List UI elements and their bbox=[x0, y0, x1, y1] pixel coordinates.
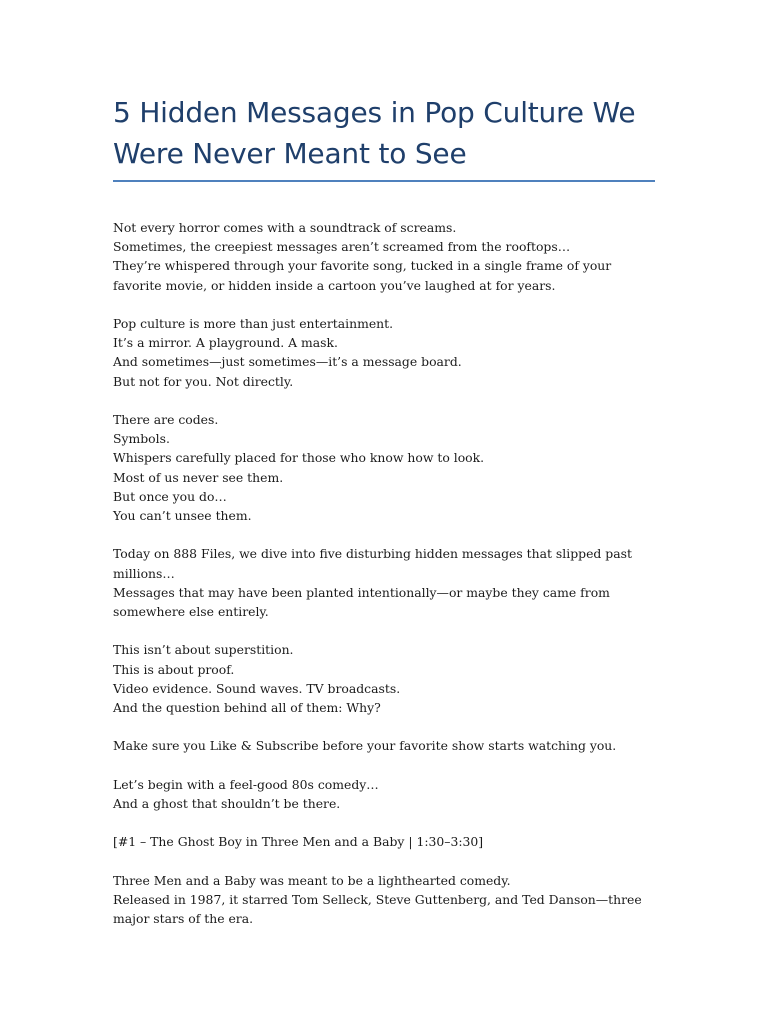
paragraph-line: Messages that may have been planted intentionally—or maybe they came from somewhere else entirely. bbox=[113, 584, 610, 620]
paragraph-line: There are codes. bbox=[113, 412, 219, 427]
paragraph-begin bbox=[113, 775, 658, 813]
paragraph-line: Most of us never see them. bbox=[113, 469, 284, 485]
paragraph-line: They’re whispered through your favorite song, tucked in a single frame of your favorite movie, or hidden inside a cartoon you’ve laughed at for years. bbox=[113, 258, 612, 293]
paragraph-line: Today on 888 Files, we dive into five disturbing hidden messages that slipped past millions… bbox=[113, 546, 632, 581]
paragraph-line: Video evidence. Sound waves. TV broadcasts. bbox=[113, 680, 401, 696]
paragraph-codes bbox=[113, 410, 658, 525]
paragraph-line: And the question behind all of them: Why? bbox=[113, 700, 381, 716]
paragraph-line: Make sure you Like & Subscribe before your favorite show starts watching you. bbox=[113, 738, 617, 754]
paragraph-line: Not every horror comes with a soundtrack of screams. bbox=[113, 220, 457, 235]
paragraph-line: And sometimes—just sometimes—it’s a message board. bbox=[113, 354, 462, 370]
paragraph-line: It’s a mirror. A playground. A mask. bbox=[113, 335, 338, 351]
paragraph-line: But not for you. Not directly. bbox=[113, 373, 294, 389]
document-body bbox=[113, 218, 658, 948]
paragraph-line: Three Men and a Baby was meant to be a lighthearted comedy. bbox=[113, 872, 511, 888]
paragraph-subscribe bbox=[113, 736, 658, 755]
paragraph-line: And a ghost that shouldn’t be there. bbox=[113, 796, 341, 811]
paragraph-line: This is about proof. bbox=[113, 661, 235, 677]
paragraph-line: Symbols. bbox=[113, 431, 170, 447]
paragraph-line: Sometimes, the creepiest messages aren’t screamed from the rooftops… bbox=[113, 239, 571, 255]
paragraph-line: Let’s begin with a feel-good 80s comedy… bbox=[113, 776, 379, 792]
paragraph-line: This isn’t about superstition. bbox=[113, 642, 294, 658]
paragraph-proof bbox=[113, 640, 658, 717]
paragraph-line: But once you do… bbox=[113, 488, 227, 504]
section-heading-1 bbox=[113, 832, 658, 851]
title-underline-rule bbox=[113, 180, 655, 182]
document-title: 5 Hidden Messages in Pop Culture We Were Never Meant to See bbox=[113, 96, 636, 170]
paragraph-line: Pop culture is more than just entertainment. bbox=[113, 316, 394, 331]
title-block bbox=[113, 92, 658, 174]
paragraph-line: Released in 1987, it starred Tom Selleck, Steve Guttenberg, and Ted Danson—three major stars of the era. bbox=[113, 891, 642, 927]
section-marker: [#1 – The Ghost Boy in Three Men and a Baby | 1:30–3:30] bbox=[113, 834, 484, 850]
paragraph-line: Whispers carefully placed for those who know how to look. bbox=[113, 450, 485, 466]
paragraph-line: You can’t unsee them. bbox=[113, 508, 252, 524]
paragraph-pop-culture bbox=[113, 314, 658, 391]
paragraph-today bbox=[113, 544, 658, 621]
paragraph-three-men bbox=[113, 871, 658, 929]
paragraph-intro bbox=[113, 218, 658, 295]
